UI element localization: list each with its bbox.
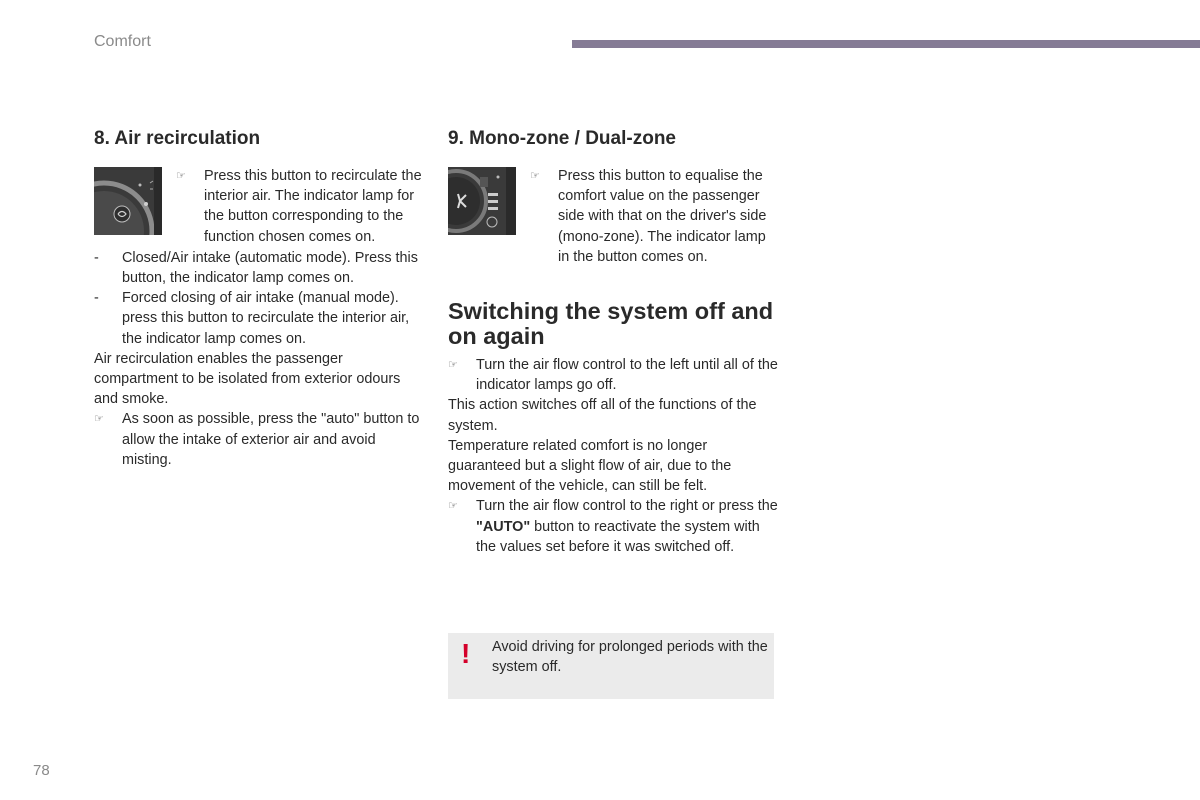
switch-off-effect: This action switches off all of the functions of the system. — [448, 397, 757, 434]
air-recirculation-button-photo — [94, 167, 162, 235]
auto-button-advice: As soon as possible, press the "auto" button to allow the intake of exterior air and avoid misting. — [122, 411, 420, 468]
header-bar — [572, 40, 1200, 48]
switch-on-text-start: Turn the air flow control to the right or press the — [476, 498, 778, 515]
comfort-note: Temperature related comfort is no longer guaranteed but a slight flow of air, due to the movement of the vehicle, can still be felt. — [448, 437, 732, 495]
hand-pointer-icon: ☞ — [176, 170, 186, 182]
hand-pointer-icon: ☞ — [448, 500, 458, 513]
mono-dual-zone-title: 9. Mono-zone / Dual-zone — [448, 128, 676, 149]
warning-text: Avoid driving for prolonged periods with the system off. — [492, 639, 768, 676]
switching-system-title: Switching the system off and on again — [448, 298, 774, 350]
switch-on-instruction — [476, 496, 778, 557]
zone-section — [448, 126, 778, 557]
switch-off-instruction: Turn the air flow control to the left until all of the indicator lamps go off. — [476, 357, 778, 394]
page-number: 78 — [33, 762, 50, 779]
dash-item-automatic: Closed/Air intake (automatic mode). Press this button, the indicator lamp comes on. — [122, 249, 418, 287]
dash-marker: - — [94, 249, 99, 266]
auto-label: "AUTO" — [476, 518, 531, 535]
dash-item-manual: Forced closing of air intake (manual mode). press this button to recirculate the interior air, the indicator lamp comes on. — [122, 290, 410, 347]
warning-box — [448, 633, 774, 699]
section-label: Comfort — [94, 33, 151, 50]
warning-exclamation-icon: ! — [461, 638, 471, 669]
hand-pointer-icon: ☞ — [530, 170, 540, 182]
dash-marker: - — [94, 290, 99, 307]
mono-zone-intro: Press this button to equalise the comfort value on the passenger side with that on the driver's side (mono-zone). The indicator lamp in the button comes on. — [558, 168, 767, 265]
hand-pointer-icon: ☞ — [448, 359, 458, 372]
switch-on-text-end: button to reactivate the system with the values set before it was switched off. — [476, 518, 760, 555]
hand-pointer-icon: ☞ — [94, 413, 104, 426]
mono-dual-zone-button-photo — [448, 167, 516, 235]
air-recirculation-title: 8. Air recirculation — [94, 128, 261, 149]
air-recirculation-intro: Press this button to recirculate the interior air. The indicator lamp for the button corresponding to the function chosen comes on. — [204, 168, 422, 245]
air-recirculation-paragraph: Air recirculation enables the passenger compartment to be isolated from exterior odours and smoke. — [94, 350, 401, 408]
air-recirculation-section — [94, 126, 424, 470]
